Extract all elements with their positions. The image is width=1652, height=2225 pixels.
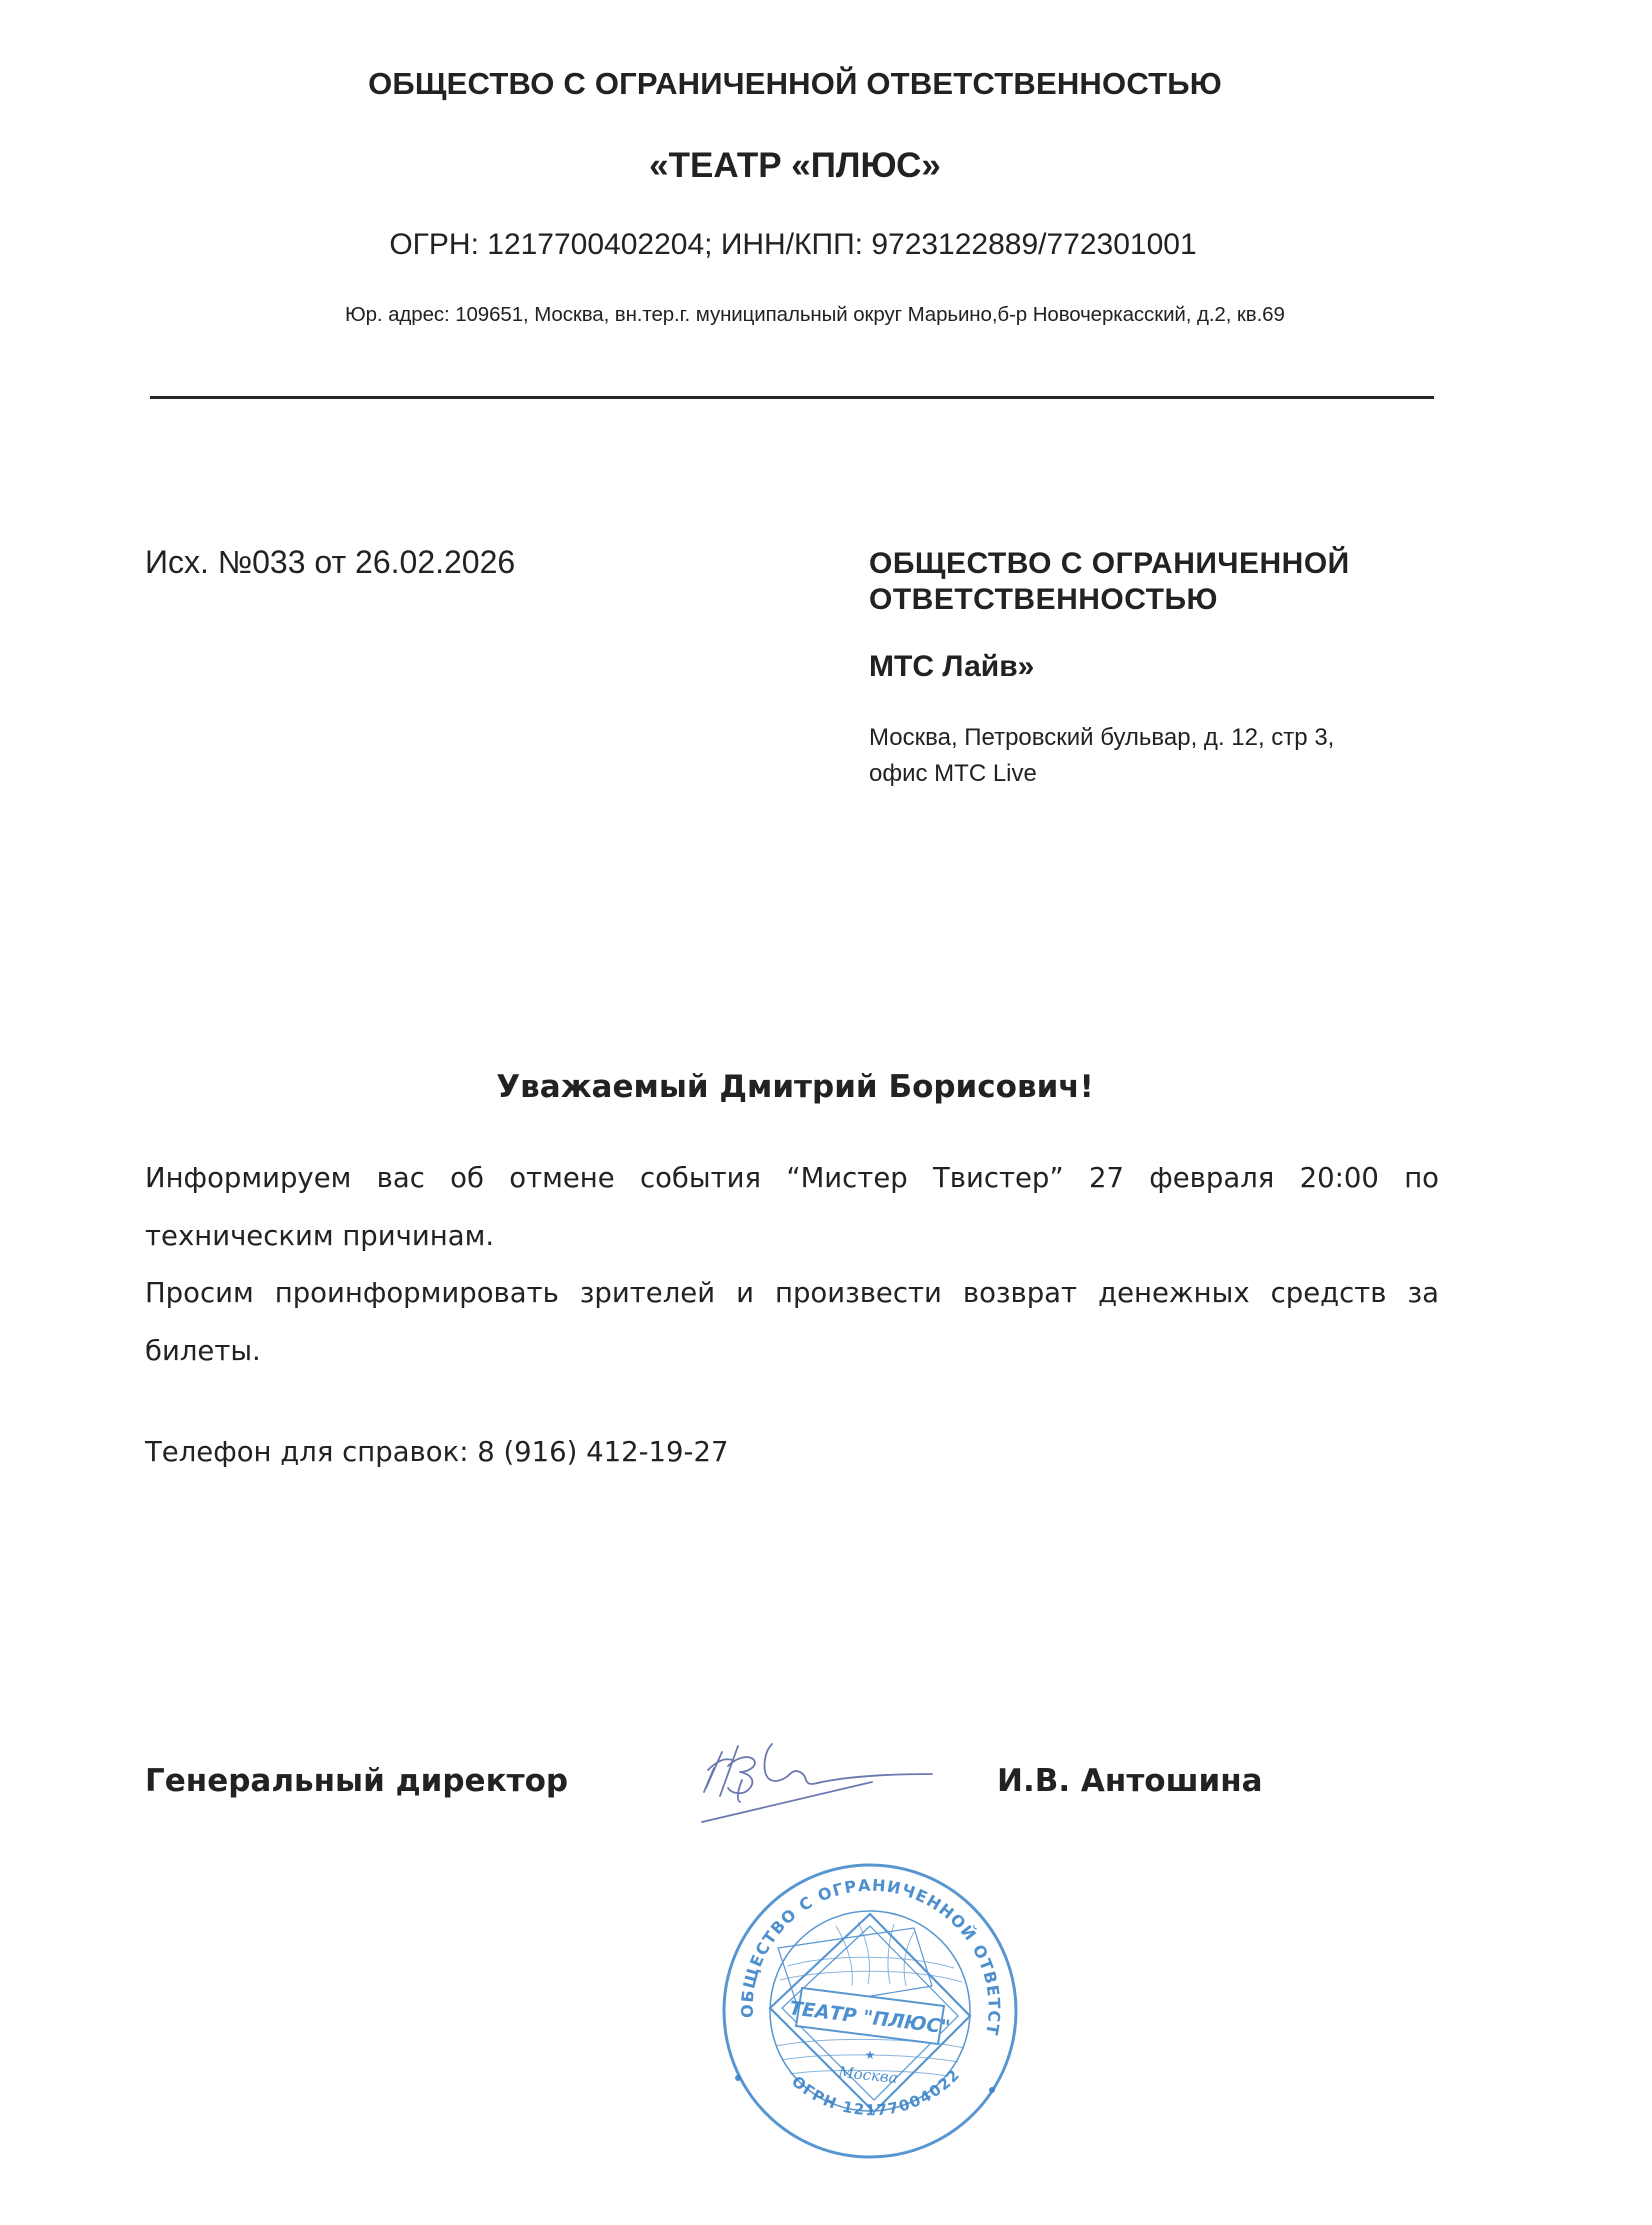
recipient-address [869, 720, 1429, 792]
company-seal-stamp-icon [718, 1856, 1023, 2166]
body-paragraph: Просим проинформировать зрителей и произвести возврат денежных средств за билеты. [145, 1277, 1439, 1367]
letter-body [145, 1150, 1439, 1380]
recipient-address-line: Москва, Петровский бульвар, д. 12, стр 3, [869, 724, 1335, 751]
letterhead-org-name: «ТЕАТР «ПЛЮС» [649, 146, 941, 185]
stamp-outer-text: ОБЩЕСТВО С ОГРАНИЧЕННОЙ ОТВЕТСТ [737, 1875, 1004, 2038]
recipient-address-line: офис МТС Live [869, 760, 1037, 787]
handwritten-signature-icon [692, 1730, 972, 1830]
recipient-org-name: МТС Лайв» [869, 650, 1035, 683]
letterhead-org-form: ОБЩЕСТВО С ОГРАНИЧЕННОЙ ОТВЕТСТВЕННОСТЬЮ [368, 66, 1222, 101]
signatory-name: И.В. Антошина [997, 1763, 1263, 1799]
stamp-city-text: Москва [837, 2062, 899, 2088]
letterhead-registration-ids: ОГРН: 1217700402204; ИНН/КПП: 9723122889/772301001 [389, 228, 1197, 261]
recipient-org-form: ОБЩЕСТВО С ОГРАНИЧЕННОЙ ОТВЕТСТВЕННОСТЬЮ [869, 547, 1350, 616]
contact-phone: Телефон для справок: 8 (916) 412-19-27 [145, 1436, 729, 1468]
svg-text:★: ★ [864, 2048, 876, 2062]
letterhead-legal-address: Юр. адрес: 109651, Москва, вн.тер.г. муниципальный округ Марьино,б-р Новочеркасский, д.2, кв.69 [345, 303, 1285, 326]
stamp-bottom-text: ОГРН 12177004022 [788, 2065, 964, 2120]
outgoing-reference: Исх. №033 от 26.02.2026 [145, 544, 516, 580]
signatory-position: Генеральный директор [145, 1763, 569, 1799]
stamp-center-text: ТЕАТР "ПЛЮС" [788, 1997, 952, 2039]
recipient-block [869, 546, 1429, 792]
salutation: Уважаемый Дмитрий Борисович! [496, 1069, 1094, 1105]
body-paragraph: Информируем вас об отмене события “Мистер Твистер” 27 февраля 20:00 по техническим причинам. [145, 1162, 1439, 1252]
letterhead-divider [150, 396, 1434, 399]
